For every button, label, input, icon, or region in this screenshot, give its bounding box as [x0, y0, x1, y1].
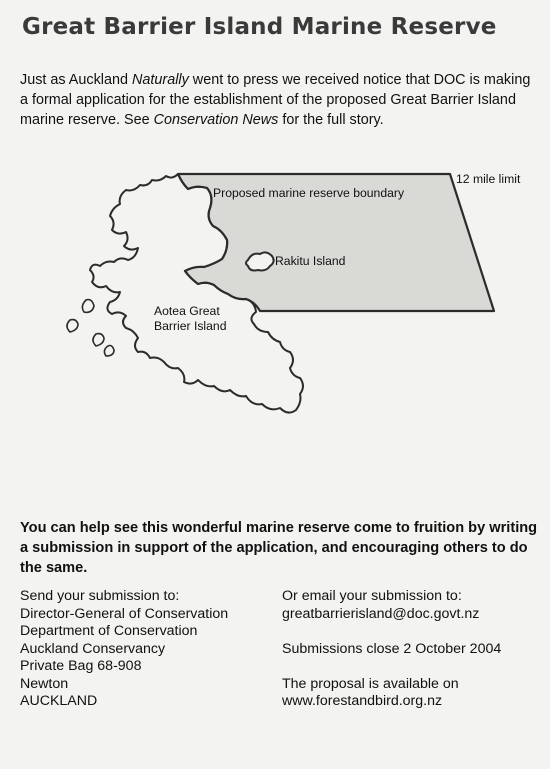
islet-outline — [82, 300, 94, 313]
email-address: greatbarrierisland@doc.govt.nz — [282, 605, 480, 622]
proposal-url: www.forestandbird.org.nz — [282, 693, 443, 709]
address-line: Director-General of Conservation — [20, 605, 229, 622]
email-block — [282, 588, 501, 711]
address-line: AUCKLAND — [20, 693, 98, 709]
intro-text-1: Just as Auckland — [20, 72, 132, 88]
reserve-boundary-label: Proposed marine reserve boundary — [213, 186, 405, 200]
island-label-line-2: Barrier Island — [154, 319, 227, 333]
intro-italic-conservation-news: Conservation News — [153, 112, 279, 128]
islet-outline — [67, 320, 78, 333]
email-intro: Or email your submission to: — [282, 588, 462, 604]
island-label-line-1: Aotea Great — [154, 304, 220, 318]
intro-text-2: went to press we received notice that DOC is making a formal application for the establishment of the proposed Great Barrier Island marine reserve. See — [20, 72, 531, 128]
proposal-availability: The proposal is available on — [282, 675, 459, 692]
intro-paragraph — [20, 70, 540, 130]
intro-text-3: for the full story. — [278, 112, 384, 128]
rakitu-island-label: Rakitu Island — [275, 254, 346, 268]
submission-address-block — [20, 588, 228, 711]
address-line: Auckland Conservancy — [20, 640, 166, 657]
islet-outline — [93, 334, 104, 347]
submission-deadline: Submissions close 2 October 2004 — [282, 640, 502, 657]
intro-italic-naturally: Naturally — [132, 72, 189, 88]
twelve-mile-limit-label: 12 mile limit — [456, 172, 521, 186]
submission-intro: Send your submission to: — [20, 588, 180, 604]
call-to-action: You can help see this wonderful marine reserve come to fruition by writing a submission in support of the application, and encouraging others to do the same. — [20, 520, 538, 576]
marine-reserve-map — [0, 150, 550, 470]
islet-outline — [104, 346, 114, 357]
address-line: Private Bag 68-908 — [20, 658, 142, 674]
address-line: Department of Conservation — [20, 623, 198, 639]
address-line: Newton — [20, 675, 69, 692]
page-title: Great Barrier Island Marine Reserve — [22, 14, 497, 40]
